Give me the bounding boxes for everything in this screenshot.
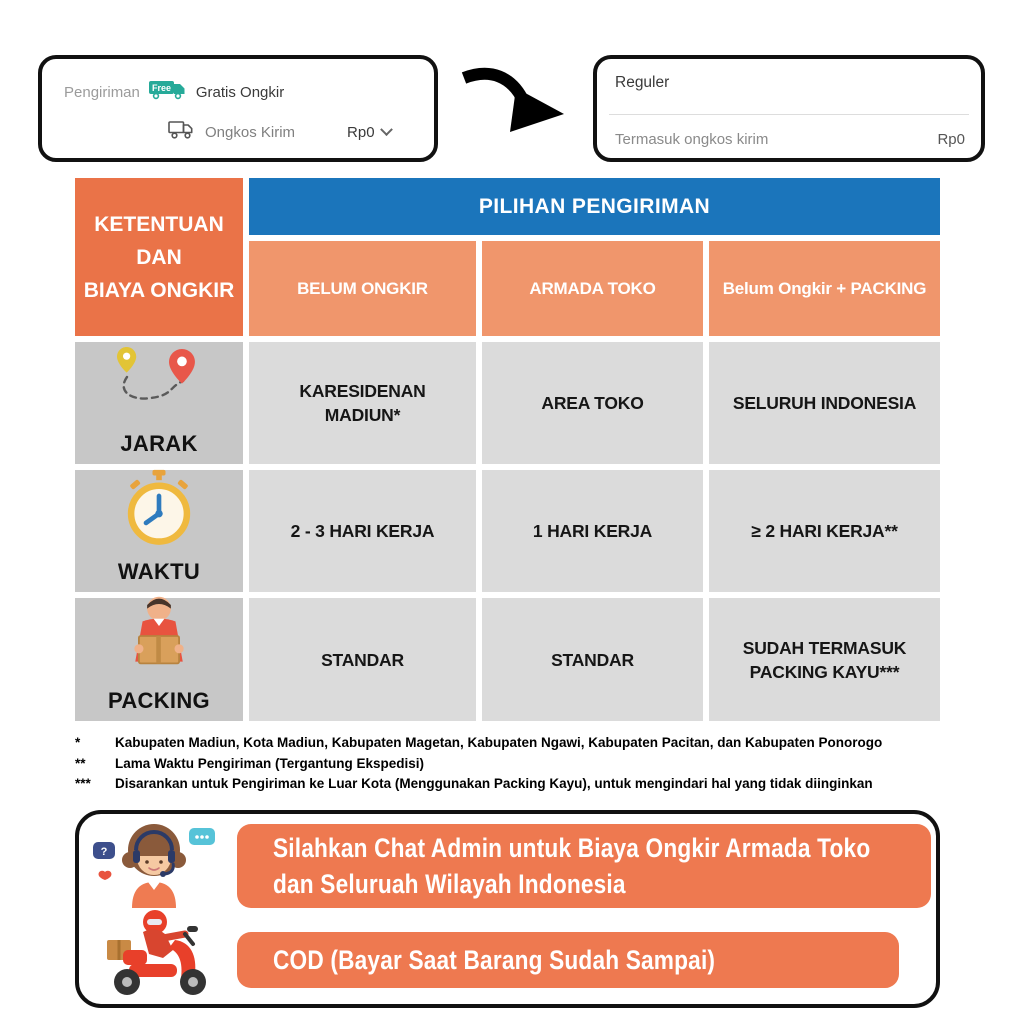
shipping-fee-value: Rp0	[347, 123, 375, 141]
shipping-fee-row	[168, 119, 391, 145]
chat-admin-banner	[237, 824, 931, 908]
column-header-belum-ongkir: BELUM ONGKIR	[249, 241, 476, 336]
corner-line-2: DAN	[136, 245, 182, 269]
table-corner-header	[75, 178, 243, 336]
arrow-right-icon	[460, 64, 568, 145]
included-fee-row	[615, 131, 965, 148]
footnote-2	[75, 754, 947, 775]
jarak-armada-toko-cell: AREA TOKO	[482, 342, 703, 464]
cod-banner-text: COD (Bayar Saat Barang Sudah Sampai)	[273, 945, 716, 975]
shipping-method-panel	[593, 55, 985, 162]
shipping-option-panel	[38, 55, 438, 162]
cod-banner	[237, 932, 899, 988]
footnote-1-marker: *	[75, 735, 81, 750]
chat-admin-banner-line-2: dan Seluruah Wilayah Indonesia	[273, 869, 626, 899]
waktu-armada-toko-cell: 1 HARI KERJA	[482, 470, 703, 592]
chevron-down-icon	[380, 123, 393, 136]
free-shipping-badge-icon	[149, 79, 187, 105]
row-label-packing-text: PACKING	[108, 688, 210, 713]
waktu-belum-ongkir-cell: 2 - 3 HARI KERJA	[249, 470, 476, 592]
shipping-table	[75, 178, 940, 721]
free-shipping-text: Gratis Ongkir	[195, 83, 285, 101]
table-main-header: PILIHAN PENGIRIMAN	[249, 178, 940, 235]
column-header-armada-toko: ARMADA TOKO	[482, 241, 703, 336]
chat-admin-banner-line-1: Silahkan Chat Admin untuk Biaya Ongkir Armada Toko	[273, 833, 871, 863]
packing-armada-toko-cell: STANDAR	[482, 598, 703, 721]
shipping-fee-label: Ongkos Kirim	[205, 123, 296, 141]
row-label-packing	[75, 598, 243, 721]
corner-line-1: KETENTUAN	[94, 212, 224, 236]
divider	[609, 114, 969, 115]
route-pins-icon	[111, 345, 207, 427]
included-fee-note: Termasuk ongkos kirim	[615, 131, 769, 148]
free-shipping-row	[64, 79, 284, 105]
shipping-section-label: Pengiriman	[64, 83, 140, 101]
included-fee-value: Rp0	[937, 131, 965, 148]
contact-info-panel	[75, 810, 940, 1008]
footnote-3	[75, 774, 947, 795]
delivery-scooter-icon	[101, 906, 219, 1005]
free-badge-label: Free	[151, 83, 171, 93]
shipping-fee-dropdown[interactable]	[347, 124, 391, 141]
jarak-belum-ongkir-cell: KARESIDENAN MADIUN*	[249, 342, 476, 464]
footnote-3-marker: ***	[75, 776, 91, 791]
corner-line-3: BIAYA ONGKIR	[83, 278, 235, 302]
row-label-waktu-text: WAKTU	[117, 559, 201, 584]
footnote-1	[75, 733, 947, 754]
customer-service-icon	[89, 816, 219, 913]
packing-packing-cell: SUDAH TERMASUK PACKING KAYU***	[709, 598, 940, 721]
svg-text:?: ?	[100, 846, 108, 858]
row-label-jarak	[75, 342, 243, 464]
footnote-2-text: Lama Waktu Pengiriman (Tergantung Ekspedisi)	[115, 755, 425, 771]
waktu-packing-cell: ≥ 2 HARI KERJA**	[709, 470, 940, 592]
truck-icon	[168, 119, 195, 145]
courier-with-box-icon	[113, 594, 205, 684]
footnote-3-text: Disarankan untuk Pengiriman ke Luar Kota (Menggunakan Packing Kayu), untuk mengindari hal yang tidak diinginkan	[115, 776, 873, 791]
shipping-method-name: Reguler	[615, 74, 670, 91]
stopwatch-icon	[116, 469, 202, 555]
footnote-1-text: Kabupaten Madiun, Kota Madiun, Kabupaten Magetan, Kabupaten Ngawi, Kabupaten Pacitan, dan Kabupaten Ponorogo	[115, 735, 883, 750]
jarak-packing-cell: SELURUH INDONESIA	[709, 342, 940, 464]
row-label-waktu	[75, 470, 243, 592]
footnote-2-marker: **	[75, 755, 86, 771]
row-label-jarak-text: JARAK	[120, 431, 198, 456]
footnotes	[75, 733, 947, 795]
packing-belum-ongkir-cell: STANDAR	[249, 598, 476, 721]
column-header-belum-ongkir-packing: Belum Ongkir + PACKING	[709, 241, 940, 336]
